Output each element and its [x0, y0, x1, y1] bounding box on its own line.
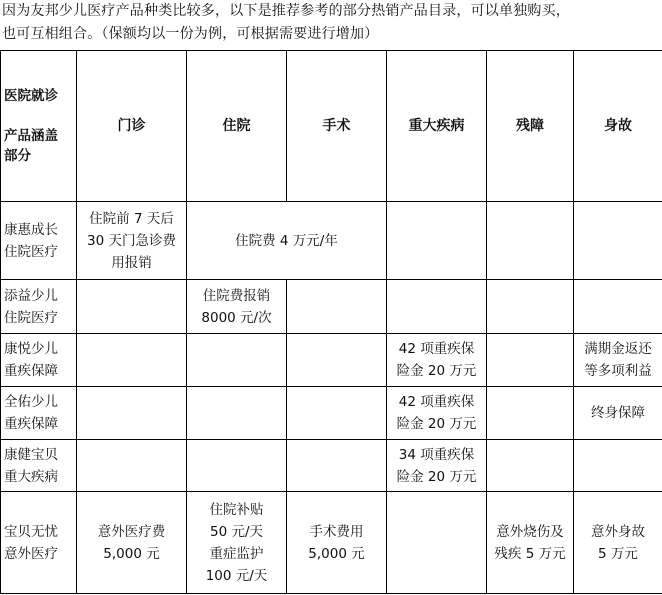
cell-death: 终身保障 [574, 387, 662, 440]
row-product-name: 宝贝无忧 意外医疗 [1, 492, 77, 594]
corner-header-bottom: 产品涵盖 部分 [4, 128, 58, 164]
cell-critical-illness: 42 项重疾保 险金 20 万元 [387, 334, 487, 387]
table-row [1, 440, 662, 492]
cell-death [574, 280, 662, 334]
cell-surgery: 手术费用 5,000 元 [287, 492, 387, 594]
cell-death [574, 202, 662, 280]
cell-inpatient [187, 334, 287, 387]
header-row [1, 51, 662, 202]
cell-inpatient-surgery: 住院费 4 万元/年 [187, 202, 387, 280]
intro-line-2: 也可互相组合。（保额均以一份为例，可根据需要进行增加） [2, 26, 379, 42]
cell-disability: 意外烧伤及 残疾 5 万元 [487, 492, 574, 594]
row-product-name: 康悦少儿 重疾保障 [1, 334, 77, 387]
table-row [1, 280, 662, 334]
cell-disability [487, 202, 574, 280]
cell-outpatient [77, 387, 187, 440]
cell-disability [487, 440, 574, 492]
table-row [1, 202, 662, 280]
cell-disability [487, 387, 574, 440]
cell-inpatient [187, 440, 287, 492]
cell-outpatient [77, 280, 187, 334]
intro-line-1: 因为友邦少儿医疗产品种类比较多，以下是推荐参考的部分热销产品目录，可以单独购买， [2, 3, 570, 19]
column-header-disability: 残障 [487, 51, 574, 202]
cell-inpatient: 住院费报销 8000 元/次 [187, 280, 287, 334]
cell-critical-illness [387, 202, 487, 280]
cell-surgery [287, 440, 387, 492]
cell-critical-illness: 42 项重疾保 险金 20 万元 [387, 387, 487, 440]
cell-outpatient [77, 334, 187, 387]
column-header-surgery: 手术 [287, 51, 387, 202]
cell-disability [487, 280, 574, 334]
cell-surgery [287, 280, 387, 334]
cell-critical-illness: 34 项重疾保 险金 20 万元 [387, 440, 487, 492]
column-header-critical-illness: 重大疾病 [387, 51, 487, 202]
cell-outpatient: 住院前 7 天后 30 天门急诊费 用报销 [77, 202, 187, 280]
cell-death: 满期金返还 等多项利益 [574, 334, 662, 387]
cell-surgery [287, 334, 387, 387]
table-row [1, 334, 662, 387]
cell-surgery [287, 387, 387, 440]
table-row [1, 387, 662, 440]
corner-header-top: 医院就诊 [4, 88, 58, 104]
product-table [0, 50, 662, 594]
corner-header [1, 51, 77, 202]
cell-inpatient [187, 387, 287, 440]
cell-critical-illness [387, 492, 487, 594]
table-row [1, 492, 662, 594]
cell-death: 意外身故 5 万元 [574, 492, 662, 594]
column-header-death: 身故 [574, 51, 662, 202]
row-product-name: 全佑少儿 重疾保障 [1, 387, 77, 440]
cell-inpatient: 住院补贴 50 元/天 重症监护 100 元/天 [187, 492, 287, 594]
intro-text [2, 0, 660, 46]
row-product-name: 康惠成长 住院医疗 [1, 202, 77, 280]
cell-outpatient: 意外医疗费 5,000 元 [77, 492, 187, 594]
row-product-name: 添益少儿 住院医疗 [1, 280, 77, 334]
cell-death [574, 440, 662, 492]
column-header-inpatient: 住院 [187, 51, 287, 202]
row-product-name: 康健宝贝 重大疾病 [1, 440, 77, 492]
cell-critical-illness [387, 280, 487, 334]
cell-disability [487, 334, 574, 387]
cell-outpatient [77, 440, 187, 492]
column-header-outpatient: 门诊 [77, 51, 187, 202]
